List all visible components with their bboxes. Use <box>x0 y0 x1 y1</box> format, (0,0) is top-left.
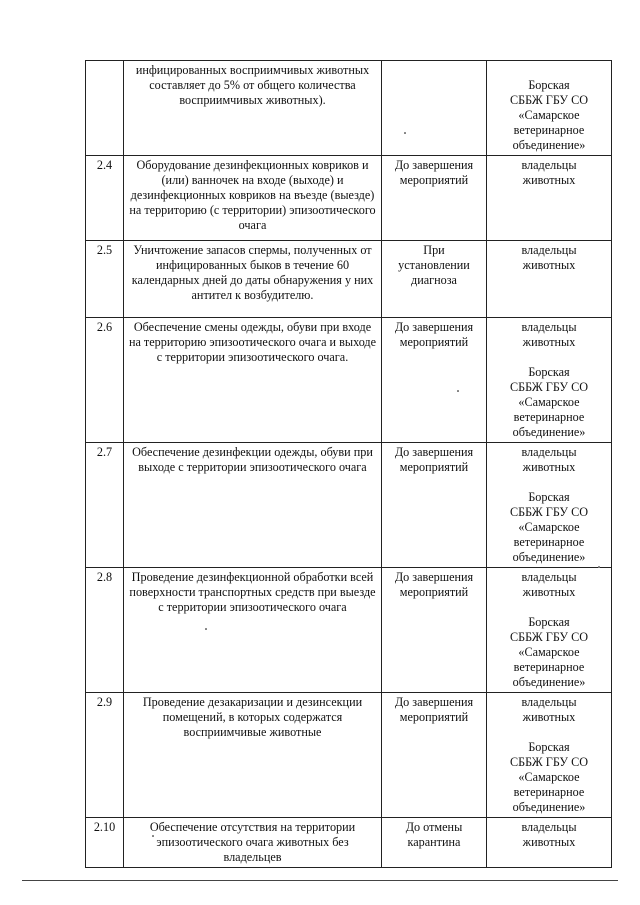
measure-responsible <box>487 318 612 443</box>
measure-responsible <box>487 156 612 241</box>
responsible-line: «Самарское <box>518 108 580 122</box>
responsible-line: ветеринарное <box>513 660 585 674</box>
responsible-line: Борская <box>528 615 570 629</box>
measure-description: Обеспечение дезинфекции одежды, обуви при выходе с территории эпизоотического очага <box>124 443 382 568</box>
responsible-line: объединение» <box>512 550 586 564</box>
measure-responsible <box>487 241 612 318</box>
measure-description: Обеспечение отсутствия на территории эпизоотического очага животных без владельцев <box>124 818 382 868</box>
responsible-line: владельцы <box>521 320 577 334</box>
measure-term: До завершения мероприятий <box>382 693 487 818</box>
table-row <box>86 443 612 568</box>
responsible-line: Борская <box>528 490 570 504</box>
responsible-line: объединение» <box>512 138 586 152</box>
responsible-line: объединение» <box>512 675 586 689</box>
measure-responsible <box>487 61 612 156</box>
responsible-line: животных <box>522 258 576 272</box>
responsible-line: Борская <box>528 740 570 754</box>
responsible-line: «Самарское <box>518 520 580 534</box>
responsible-line: владельцы <box>521 820 577 834</box>
table-row <box>86 241 612 318</box>
responsible-line: «Самарское <box>518 770 580 784</box>
responsible-line: СББЖ ГБУ СО <box>509 630 588 644</box>
responsible-line: СББЖ ГБУ СО <box>509 505 588 519</box>
measure-description: Обеспечение смены одежды, обуви при входе на территорию эпизоотического очага и выходе с территории эпизоотического очага. <box>124 318 382 443</box>
responsible-line: животных <box>522 835 576 849</box>
table-row <box>86 318 612 443</box>
responsible-line <box>491 725 607 740</box>
scan-speck <box>152 835 154 837</box>
responsible-line: СББЖ ГБУ СО <box>509 755 588 769</box>
row-number: 2.10 <box>86 818 124 868</box>
table-row <box>86 693 612 818</box>
measure-responsible <box>487 443 612 568</box>
responsible-line <box>491 63 607 78</box>
measure-term: До завершения мероприятий <box>382 318 487 443</box>
row-number: 2.4 <box>86 156 124 241</box>
measure-description: Проведение дезакаризации и дезинсекции помещений, в которых содержатся восприимчивые животные <box>124 693 382 818</box>
row-number: 2.9 <box>86 693 124 818</box>
responsible-line: «Самарское <box>518 395 580 409</box>
row-number: 2.8 <box>86 568 124 693</box>
measure-description: инфицированных восприимчивых животных составляет до 5% от общего количества восприимчивых животных). <box>124 61 382 156</box>
responsible-line: СББЖ ГБУ СО <box>509 380 588 394</box>
measures-table-body <box>86 61 612 868</box>
scan-speck <box>598 566 600 568</box>
responsible-line: Борская <box>528 78 570 92</box>
table-row <box>86 156 612 241</box>
measure-term <box>382 61 487 156</box>
table-row <box>86 61 612 156</box>
responsible-line: объединение» <box>512 425 586 439</box>
measure-term: До отмены карантина <box>382 818 487 868</box>
responsible-line: владельцы <box>521 570 577 584</box>
responsible-line: Борская <box>528 365 570 379</box>
responsible-line: животных <box>522 710 576 724</box>
responsible-line: ветеринарное <box>513 535 585 549</box>
responsible-line: СББЖ ГБУ СО <box>509 93 588 107</box>
responsible-line: животных <box>522 335 576 349</box>
measure-description: Оборудование дезинфекционных ковриков и (или) ванночек на входе (выходе) и дезинфекционных ковриков на въезде (выезде) на территорию (с территории) эпизоотического очага <box>124 156 382 241</box>
scan-speck <box>205 628 207 630</box>
row-number: 2.5 <box>86 241 124 318</box>
row-number: 2.6 <box>86 318 124 443</box>
responsible-line: владельцы <box>521 695 577 709</box>
measure-description: Уничтожение запасов спермы, полученных от инфицированных быков в течение 60 календарных дней до даты обнаружения у них антител к возбудителю. <box>124 241 382 318</box>
responsible-line: владельцы <box>521 158 577 172</box>
responsible-line: владельцы <box>521 445 577 459</box>
measures-table <box>85 60 612 868</box>
responsible-line: «Самарское <box>518 645 580 659</box>
row-number <box>86 61 124 156</box>
measure-responsible <box>487 818 612 868</box>
responsible-line: владельцы <box>521 243 577 257</box>
responsible-line: животных <box>522 173 576 187</box>
measure-term: До завершения мероприятий <box>382 156 487 241</box>
measure-term: До завершения мероприятий <box>382 443 487 568</box>
measure-description: Проведение дезинфекционной обработки всей поверхности транспортных средств при выезде с территории эпизоотического очага <box>124 568 382 693</box>
table-row <box>86 818 612 868</box>
responsible-line: животных <box>522 460 576 474</box>
measure-term: До завершения мероприятий <box>382 568 487 693</box>
table-row <box>86 568 612 693</box>
responsible-line: животных <box>522 585 576 599</box>
page-bottom-rule <box>22 880 618 881</box>
responsible-line: ветеринарное <box>513 785 585 799</box>
responsible-line <box>491 350 607 365</box>
responsible-line: ветеринарное <box>513 410 585 424</box>
scan-speck <box>457 390 459 392</box>
responsible-line: ветеринарное <box>513 123 585 137</box>
scan-speck <box>404 132 406 134</box>
responsible-line <box>491 475 607 490</box>
measure-responsible <box>487 568 612 693</box>
responsible-line <box>491 600 607 615</box>
row-number: 2.7 <box>86 443 124 568</box>
responsible-line: объединение» <box>512 800 586 814</box>
measure-responsible <box>487 693 612 818</box>
measure-term: При установлении диагноза <box>382 241 487 318</box>
